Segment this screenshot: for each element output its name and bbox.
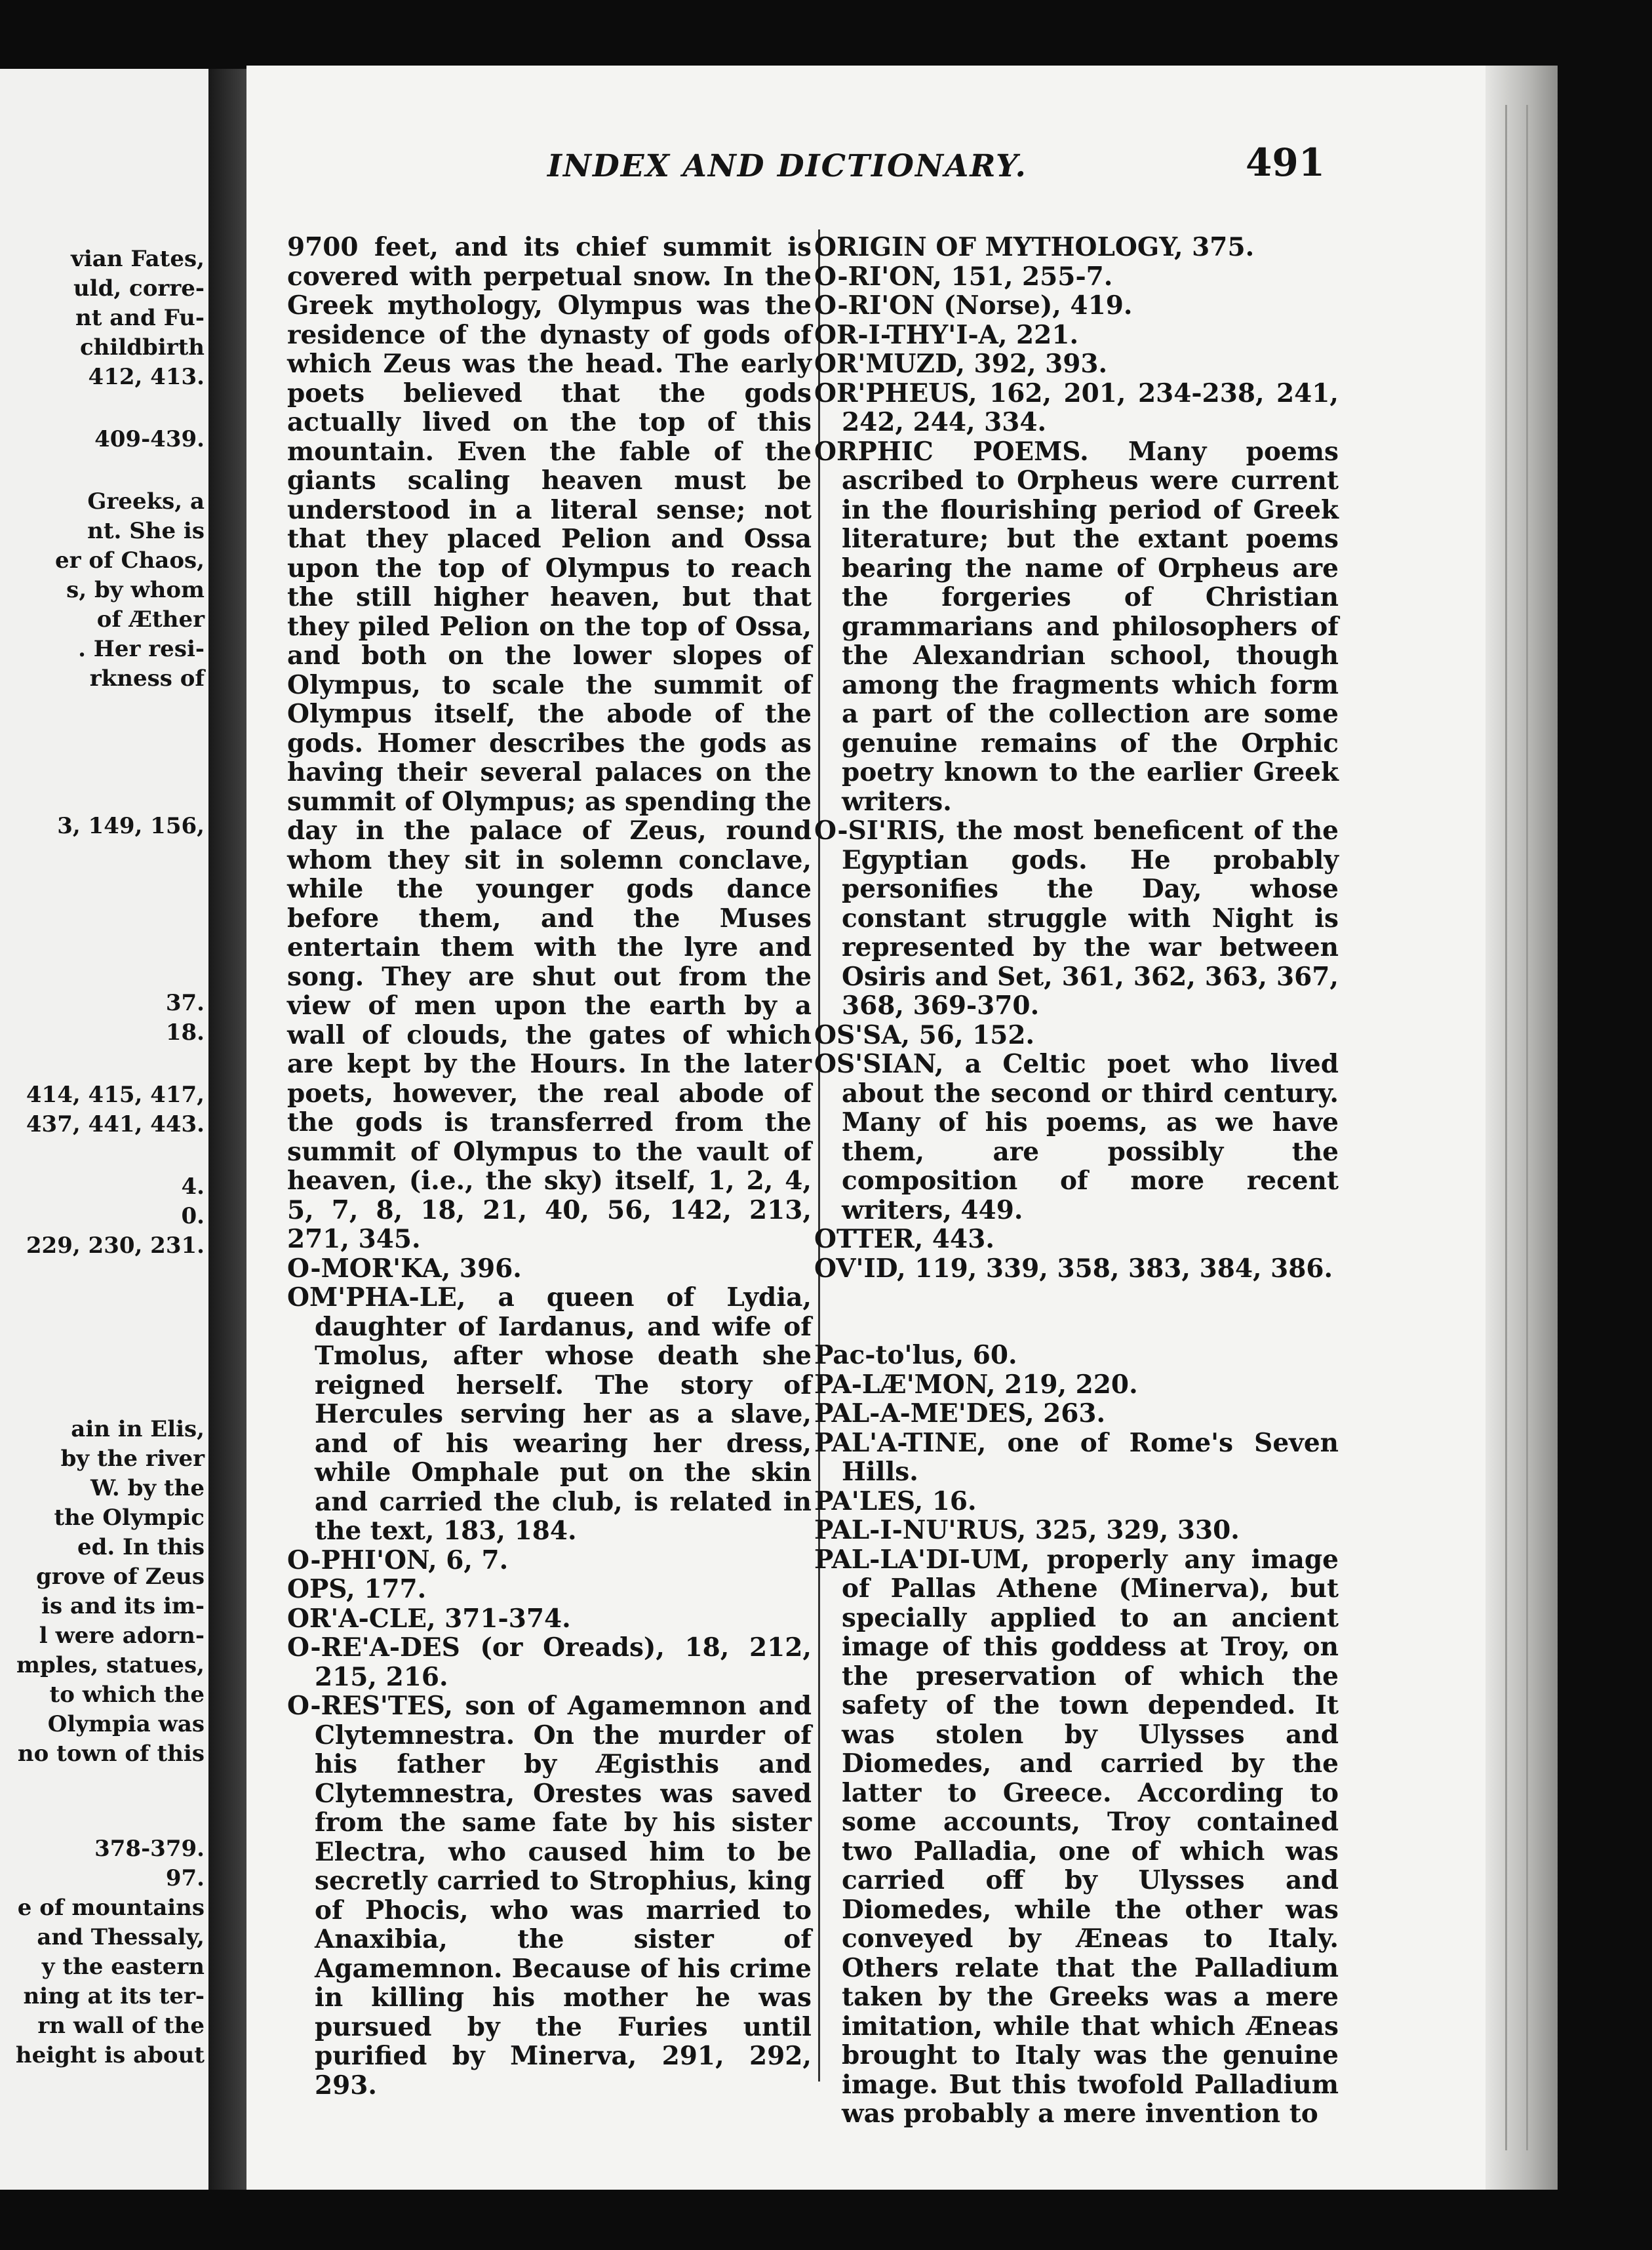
facing-page-line: height is about [15,2042,205,2068]
entry-text: properly any image of Pallas Athene (Minerva), but specially applied to an ancient image of this goddess at Troy, on the preservation of which the safety of the town depended. It was stolen by Ulysses and Diomedes, and carried by the latter to Greece. According to some accounts, Troy contained two Palladia, one of which was carried off by Ulysses and Diomedes, while the other was conveyed by Æneas to Italy. Others relate that the Palladium taken by the Greeks was a mere imitation, while that which Æneas brought to Italy was the genuine image. But this twofold Palladium was probably a mere invention to [842,1544,1339,2129]
facing-page-line: y the eastern [41,1954,205,1980]
book-gutter [208,69,249,2190]
entry-text: 16. [923,1486,977,1516]
entry-palladium [814,1545,1339,2129]
headword: PAL-LA'DI-UM, [814,1544,1030,1575]
facing-page-line: 4. [181,1174,205,1200]
facing-page-line: 414, 415, 417, [26,1082,205,1108]
running-header: INDEX AND DICTIONARY. [547,148,1027,184]
section-gap [814,1283,1339,1341]
entry-text: 371-374. [435,1603,571,1634]
entry-pactolus [814,1341,1339,1370]
facing-page-line: ed. In this [77,1534,205,1560]
facing-page-line: Olympia was [47,1711,205,1737]
facing-page-line: of Æther [96,606,205,633]
headword: OR'MUZD, [814,349,965,379]
entry-palinurus [814,1516,1339,1545]
headword: PA-LÆ'MON, [814,1369,996,1400]
facing-page-line: s, by whom [66,577,205,603]
entry-ormuzd [814,349,1339,379]
facing-page-line: is and its im- [41,1593,205,1619]
headword: ORPHIC POEMS. [814,436,1089,467]
headword: PAL-I-NU'RUS, [814,1515,1027,1545]
page-edge [1485,66,1558,2190]
headword: OS'SIAN, [814,1049,944,1079]
headword: OV'ID, [814,1253,906,1284]
facing-page-line: by the river [60,1446,205,1472]
facing-page-line: 0. [181,1203,205,1229]
headword: OR'PHEUS, [814,378,977,408]
facing-page-line: to which the [49,1682,205,1708]
headword: OPS, [287,1574,355,1604]
headword: O-RE'A-DES [287,1632,460,1663]
entry-osiris [814,816,1339,1021]
entry-orestes [287,1691,812,2100]
headword: PAL-A-ME'DES, [814,1398,1034,1429]
facing-page-line: er of Chaos, [55,547,205,574]
facing-page-line: nt and Fu- [75,305,205,331]
entry-text: (or Oreads), 18, 212, 215, 216. [315,1632,812,1692]
headword: ORIGIN OF MYTHOLOGY, [814,232,1183,262]
entry-oracle [287,1604,812,1634]
entry-text: 60. [964,1340,1017,1370]
entry-text: a Celtic poet who lived about the second or third century. Many of his poems, as we have them, are possibly the composition of more recent writers, 449. [842,1049,1339,1225]
column-right [814,233,1339,2129]
headword: O-MOR'KA, [287,1253,451,1284]
column-left [287,233,812,2100]
facing-page-line: . Her resi- [78,636,205,662]
headword: O-RI'ON [814,290,935,321]
entry-text: 396. [450,1253,522,1284]
entry-orion-norse [814,291,1339,321]
headword: O-RI'ON, [814,261,942,292]
facing-page-line: nt. She is [87,518,205,544]
facing-page-line: uld, corre- [73,275,205,302]
entry-pales [814,1487,1339,1516]
entry-palamedes [814,1399,1339,1429]
entry-text: 392, 393. [964,349,1108,379]
entry-text: 325, 329, 330. [1026,1515,1240,1545]
headword: OM'PHA-LE, [287,1282,466,1312]
entry-omphale [287,1283,812,1546]
facing-page-line: 378-379. [94,1836,205,1862]
facing-page-line: ain in Elis, [71,1416,205,1442]
facing-page-line: the Olympic [54,1505,205,1531]
headword: OR-I-THY'I-A, [814,319,1008,350]
facing-page-line: e of mountains [17,1895,205,1921]
entry-orpheus [814,379,1339,437]
entry-ossian [814,1050,1339,1225]
entry-text: 162, 201, 234-238, 241, 242, 244, 334. [842,378,1339,437]
facing-page-line: childbirth [79,334,205,361]
facing-page-line: and Thessaly, [37,1924,205,1950]
facing-page-line: Greeks, a [87,488,205,515]
facing-page-line: 409-439. [94,426,205,452]
facing-page-line: no town of this [17,1741,205,1767]
headword: PAL'A-TINE, [814,1427,987,1458]
entry-ops [287,1575,812,1604]
entry-text: 56, 152. [910,1019,1035,1050]
entry-orithyia [814,321,1339,350]
entry-text: a queen of Lydia, daughter of Iardanus, and wife of Tmolus, after whose death she reigned herself. The story of Hercules serving her as a slave, and of his wearing her dress, while Omphale put on the skin and carried the club, is related in the text, 183, 184. [315,1282,812,1546]
headword: O-SI'RIS, [814,816,946,846]
headword: OR'A-CLE, [287,1603,436,1634]
entry-text: 177. [355,1574,427,1604]
entry-text: 219, 220. [995,1369,1138,1400]
facing-page-fragment [0,69,208,2190]
entry-palatine [814,1429,1339,1487]
entry-text: the most beneficent of the Egyptian gods. He probably personifies the Day, whose constant struggle with Night is represented by the war between Osiris and Set, 361, 362, 363, 367, 368, 369-370. [842,816,1339,1021]
facing-page-line: 412, 413. [88,364,205,390]
entry-text: 6, 7. [437,1545,509,1575]
entry-origin-of-mythology [814,233,1339,262]
entry-text: 119, 339, 358, 383, 384, 386. [905,1253,1333,1284]
headword: O-PHI'ON, [287,1545,437,1575]
entry-orion [814,262,1339,292]
entry-text: 221. [1007,319,1079,350]
entry-text: 375. [1183,232,1255,262]
facing-page-line: 18. [165,1019,205,1046]
entry-text: Many poems ascribed to Orpheus were current in the flourishing period of Greek literature; but the extant poems bearing the name of Orpheus are the forgeries of Christian grammarians and philosophers of the Alexandrian school, though among the fragments which form a part of the collection are some genuine remains of the Orphic poetry known to the earlier Greek writers. [842,436,1339,817]
facing-page-line: rn wall of the [37,2013,205,2039]
entry-text: 443. [923,1224,994,1254]
entry-omorka [287,1254,812,1284]
headword: Pac-to'lus, [814,1340,964,1370]
entry-text: son of Agamemnon and Clytemnestra. On the murder of his father by Ægisthis and Clytemnestra, Orestes was saved from the same fate by his sister Electra, who caused him to be secretly carried to Strophius, king of Phocis, who was married to Anaxibia, the sister of Agamemnon. Because of his crime in killing his mother he was pursued by the Furies until purified by Minerva, 291, 292, 293. [315,1691,812,2101]
entry-palaemon [814,1370,1339,1400]
entry-text: 151, 255-7. [941,261,1113,292]
entry-text: (Norse), 419. [934,290,1133,321]
entry-ovid [814,1254,1339,1284]
entry-olympus-continuation: 9700 feet, and its chief summit is covered with perpetual snow. In the Greek mythology, Olympus was the residence of the dynasty of gods of which Zeus was the head. The early poets believed that the gods actually lived on the top of this mountain. Even the fable of the giants scaling heaven must be understood in a literal sense; not that they placed Pelion and Ossa upon the top of Olympus to reach the still higher heaven, but that they piled Pelion on the top of Ossa, and both on the lower slopes of Olympus, to scale the summit of Olympus itself, the abode of the gods. Homer describes the gods as having their several palaces on the summit of Olympus; as spending the day in the palace of Zeus, round whom they sit in solemn conclave, while the younger gods dance before them, and the Muses entertain them with the lyre and song. They are shut out from the view of men upon the earth by a wall of clouds, the gates of which are kept by the Hours. In the later poets, however, the real abode of the gods is transferred from the summit of Olympus to the vault of heaven, (i.e., the sky) itself, 1, 2, 4, 5, 7, 8, 18, 21, 40, 56, 142, 213, 271, 345. [287,232,812,1254]
facing-page-line: 3, 149, 156, [57,813,205,839]
facing-page-line: grove of Zeus [35,1564,205,1590]
facing-page-line: ning at its ter- [23,1983,205,2009]
facing-page-line: l were adorn- [39,1623,205,1649]
entry-orphic-poems [814,437,1339,817]
page-number: 491 [1246,140,1326,185]
entry-oreades [287,1633,812,1691]
facing-page-line: 229, 230, 231. [26,1233,205,1259]
headword: OTTER, [814,1224,924,1254]
headword: OS'SA, [814,1019,911,1050]
facing-page-line: 37. [165,990,205,1016]
facing-page-line: vian Fates, [71,246,205,272]
entry-text: one of Rome's Seven Hills. [842,1427,1339,1487]
facing-page-line: 97. [165,1865,205,1891]
headword: O-RES'TES, [287,1691,453,1721]
headword: PA'LES, [814,1486,924,1516]
entry-ophion [287,1546,812,1575]
facing-page-line: rkness of [89,665,205,692]
entry-text: 263. [1034,1398,1106,1429]
facing-page-line: mples, statues, [16,1652,205,1678]
entry-ossa [814,1021,1339,1050]
facing-page-line: 437, 441, 443. [26,1111,205,1137]
facing-page-line: W. by the [90,1475,205,1501]
entry-otter [814,1225,1339,1254]
